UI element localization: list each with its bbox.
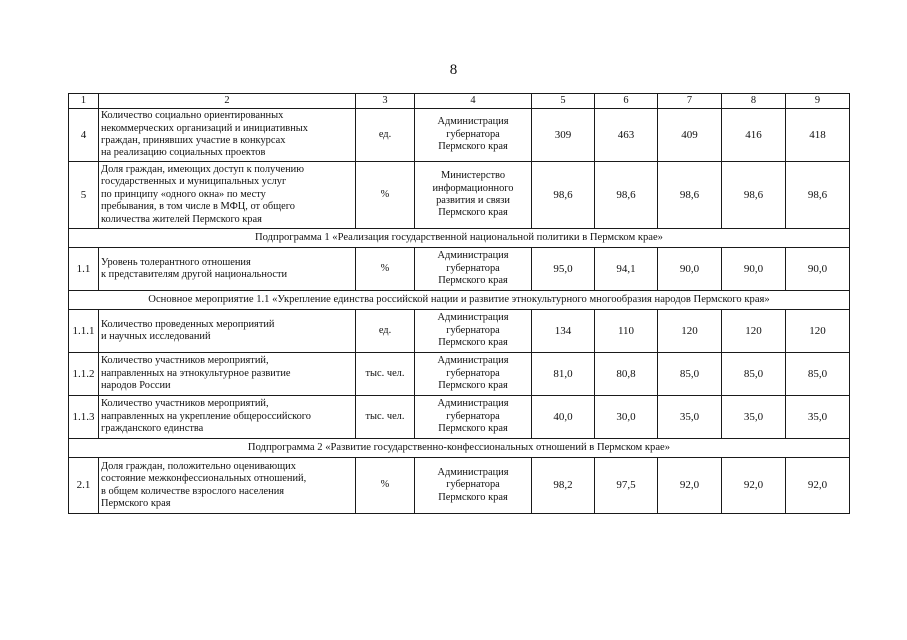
table-row — [69, 162, 850, 229]
row-index: 2.1 — [69, 458, 99, 514]
executor-cell: Администрация губернатора Пермского края — [415, 248, 532, 291]
indicator-name: Доля граждан, имеющих доступ к получению государственных и муниципальных услуг по принципу «одного окна» по месту пребывания, в том числе в МФЦ, от общего количества жителей Пермского края — [99, 162, 356, 229]
value-cell: 98,6 — [658, 162, 722, 229]
section-title: Основное мероприятие 1.1 «Укрепление единства российской нации и развитие этнокультурного многообразия народов Пермского края» — [69, 291, 850, 310]
value-cell: 418 — [786, 109, 850, 162]
indicator-name: Доля граждан, положительно оценивающих состояние межконфессиональных отношений, в общем количестве взрослого населения Пермского края — [99, 458, 356, 514]
value-cell: 85,0 — [786, 353, 850, 396]
value-cell: 110 — [595, 310, 658, 353]
section-row — [69, 229, 850, 248]
value-cell: 92,0 — [722, 458, 786, 514]
indicator-name: Количество участников мероприятий, направленных на этнокультурное развитие народов России — [99, 353, 356, 396]
executor-cell: Министерство информационного развития и связи Пермского края — [415, 162, 532, 229]
table-row — [69, 248, 850, 291]
table-header-row — [69, 94, 850, 109]
table-row — [69, 310, 850, 353]
row-index: 4 — [69, 109, 99, 162]
value-cell: 90,0 — [722, 248, 786, 291]
indicator-name: Количество социально ориентированных некоммерческих организаций и инициативных граждан, принявших участие в конкурсах на реализацию социальных проектов — [99, 109, 356, 162]
value-cell: 35,0 — [786, 396, 850, 439]
indicator-name: Количество участников мероприятий, направленных на укрепление общероссийского гражданского единства — [99, 396, 356, 439]
section-title: Подпрограмма 1 «Реализация государственной национальной политики в Пермском крае» — [69, 229, 850, 248]
value-cell: 98,2 — [532, 458, 595, 514]
indicators-table — [68, 93, 850, 514]
header-cell: 1 — [69, 94, 99, 109]
value-cell: 85,0 — [658, 353, 722, 396]
header-cell: 4 — [415, 94, 532, 109]
header-cell: 5 — [532, 94, 595, 109]
executor-cell: Администрация губернатора Пермского края — [415, 310, 532, 353]
header-cell: 6 — [595, 94, 658, 109]
value-cell: 309 — [532, 109, 595, 162]
header-cell: 7 — [658, 94, 722, 109]
value-cell: 134 — [532, 310, 595, 353]
unit-cell: ед. — [356, 109, 415, 162]
value-cell: 92,0 — [786, 458, 850, 514]
unit-cell: % — [356, 162, 415, 229]
indicator-name: Количество проведенных мероприятий и научных исследований — [99, 310, 356, 353]
value-cell: 35,0 — [722, 396, 786, 439]
value-cell: 97,5 — [595, 458, 658, 514]
row-index: 1.1.2 — [69, 353, 99, 396]
value-cell: 98,6 — [786, 162, 850, 229]
value-cell: 120 — [786, 310, 850, 353]
value-cell: 85,0 — [722, 353, 786, 396]
value-cell: 35,0 — [658, 396, 722, 439]
header-cell: 8 — [722, 94, 786, 109]
unit-cell: % — [356, 458, 415, 514]
value-cell: 90,0 — [786, 248, 850, 291]
header-cell: 2 — [99, 94, 356, 109]
row-index: 1.1 — [69, 248, 99, 291]
indicator-name: Уровень толерантного отношения к представителям другой национальности — [99, 248, 356, 291]
row-index: 1.1.1 — [69, 310, 99, 353]
unit-cell: тыс. чел. — [356, 353, 415, 396]
unit-cell: тыс. чел. — [356, 396, 415, 439]
table-row — [69, 458, 850, 514]
value-cell: 120 — [658, 310, 722, 353]
executor-cell: Администрация губернатора Пермского края — [415, 353, 532, 396]
value-cell: 90,0 — [658, 248, 722, 291]
table-row — [69, 396, 850, 439]
executor-cell: Администрация губернатора Пермского края — [415, 396, 532, 439]
value-cell: 98,6 — [595, 162, 658, 229]
table-row — [69, 109, 850, 162]
value-cell: 416 — [722, 109, 786, 162]
value-cell: 463 — [595, 109, 658, 162]
value-cell: 98,6 — [532, 162, 595, 229]
header-cell: 3 — [356, 94, 415, 109]
value-cell: 98,6 — [722, 162, 786, 229]
unit-cell: ед. — [356, 310, 415, 353]
section-row — [69, 439, 850, 458]
header-cell: 9 — [786, 94, 850, 109]
value-cell: 409 — [658, 109, 722, 162]
value-cell: 40,0 — [532, 396, 595, 439]
page-number: 8 — [449, 62, 458, 78]
section-title: Подпрограмма 2 «Развитие государственно-конфессиональных отношений в Пермском крае» — [69, 439, 850, 458]
value-cell: 92,0 — [658, 458, 722, 514]
value-cell: 81,0 — [532, 353, 595, 396]
value-cell: 95,0 — [532, 248, 595, 291]
value-cell: 30,0 — [595, 396, 658, 439]
value-cell: 80,8 — [595, 353, 658, 396]
row-index: 5 — [69, 162, 99, 229]
table-row — [69, 353, 850, 396]
value-cell: 120 — [722, 310, 786, 353]
section-row — [69, 291, 850, 310]
executor-cell: Администрация губернатора Пермского края — [415, 109, 532, 162]
executor-cell: Администрация губернатора Пермского края — [415, 458, 532, 514]
row-index: 1.1.3 — [69, 396, 99, 439]
unit-cell: % — [356, 248, 415, 291]
value-cell: 94,1 — [595, 248, 658, 291]
